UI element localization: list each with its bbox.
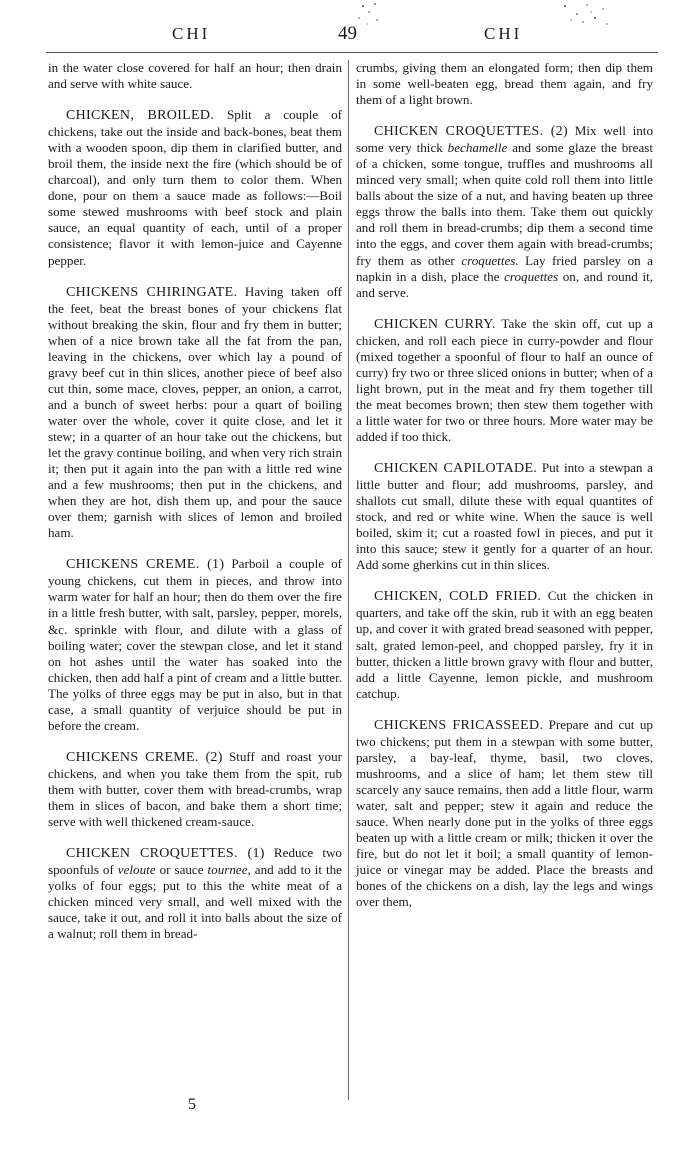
recipe-text: Mix well into some very thick bbox=[356, 123, 653, 156]
page-number: 49 bbox=[338, 23, 357, 44]
recipe-entry bbox=[356, 717, 653, 911]
recipe-heading: CHICKEN CURRY. bbox=[374, 316, 496, 332]
recipe-entry bbox=[356, 123, 653, 301]
header-rule bbox=[46, 52, 658, 53]
recipe-text: Having taken off the feet, beat the breast bones of your chickens flat without breaking the skin, flour and fry them in butter; when of a nice brown take all the fat from the pan, leaving in the chickens, over which lay a pound of gravy beef cut in thin slices, another piece of beef also cut thin, some mace, cloves, pepper, an onion, a carrot, and a bunch of sweet herbs: pour a quart of boiling water over the whole, cover it quite close, and let it stew; in a quarter of an hour take out the chickens, but let the gravy continue boiling, and when very rich strain it; then put it again into the pan with a little red wine and a few mushrooms; then put in the chickens, and when they are hot, dish them up, and pour the sauce over them; garnish with slices of lemon and broiled ham. bbox=[48, 283, 343, 541]
recipe-heading: CHICKENS CREME. (2) bbox=[66, 749, 223, 765]
recipe-text: and add to it the yolks of four eggs; put to this the white meat of a chicken minced very small, and well mixed with the sauce, take it out, and roll it into balls about the size of a walnut; roll them in bread- bbox=[48, 862, 342, 942]
italic-term: croquettes. bbox=[461, 252, 519, 268]
recipe-text: and some glaze the breast of a chicken, some tongue, truffles and mushrooms all minced very small; when quite cold roll them into little balls about the size of a nut, and having beaten up three eggs throw the balls into them. Take them out quickly and roll them in bread-crumbs; dip them a second time into the eggs, and cover them again with bread-crumbs; fry them as other bbox=[356, 140, 654, 268]
recipe-entry bbox=[48, 749, 342, 830]
signature-mark: 5 bbox=[188, 1096, 196, 1113]
right-column bbox=[356, 60, 653, 925]
recipe-heading: CHICKENS FRICASSEED. bbox=[374, 717, 544, 733]
recipe-heading: CHICKENS CREME. (1) bbox=[66, 557, 225, 573]
column-divider bbox=[348, 60, 349, 1100]
recipe-text: Prepare and cut up two chickens; put them in a stewpan with some butter, parsley, a bay-leaf, thyme, basil, two cloves, mushrooms, and a slice of ham; let them stew till scarcely any sauce remains, then add a little flour, warm water, salt and pepper; stew it again and reduce the sauce. When nearly done put in the yolks of three eggs beaten up with a little cream or milk; thicken it over the fire, but do not let it boil; a small quantity of lemon-juice or vinegar may be added. Place the breasts and bones of the chickens on a dish, lay the legs and wings over them, bbox=[356, 716, 653, 910]
recipe-heading: CHICKEN CROQUETTES. (1) bbox=[66, 846, 265, 862]
recipe-text: Cut the chicken in quarters, and take off the skin, rub it with an egg beaten up, and cover it with grated bread seasoned with pepper, salt, grated lemon-peel, and chopped parsley, fry it in butter, thicken a little brown gravy with flour and butter, add a little Cayenne, lemon pickle, and mushroom catchup. bbox=[356, 588, 654, 701]
recipe-heading: CHICKEN, COLD FRIED. bbox=[374, 589, 542, 605]
italic-term: tournee, bbox=[207, 862, 251, 878]
italic-term: veloute bbox=[117, 862, 156, 878]
recipe-text: Parboil a couple of young chickens, cut them in pieces, and throw into warm water for half an hour; then do them over the fire in a little fresh butter, with salt, parsley, pepper, morels, &c. sprinkle with flour, and dilute with a glass of boiling water; cover the stewpan close, and let it stand on hot ashes until the water has soaked into the chicken, then add half a pint of cream and a little butter. The yolks of three eggs may be put in also, but in that case, a small quantity of verjuice should be put in before the cream. bbox=[48, 556, 342, 733]
recipe-entry bbox=[48, 556, 342, 734]
recipe-entry bbox=[48, 107, 342, 268]
recipe-entry bbox=[356, 316, 653, 445]
left-column bbox=[48, 60, 342, 957]
recipe-heading: CHICKEN, BROILED. bbox=[66, 108, 215, 124]
recipe-entry bbox=[48, 284, 342, 542]
continued-text bbox=[356, 60, 653, 108]
recipe-entry bbox=[48, 845, 342, 942]
header-left-guide: CHI bbox=[172, 24, 211, 43]
recipe-text: Split a couple of chickens, take out the inside and back-bones, beat them with a wooden spoon, dip them in clarified butter, and broil them, the inside next the fire (which should be of charcoal), and only turn them to color them. When done, pour on them a sauce made as follows:—Boil some stewed mushrooms with beef stock and plain sauce, an equal quantity of each, until of a proper consistence; flavor it with lemon-juice and Cayenne pepper. bbox=[48, 107, 342, 268]
recipe-text: Reduce two spoonfuls of bbox=[48, 845, 342, 878]
recipe-text: crumbs, giving them an elongated form; then dip them in some well-beaten egg, bread them again, and fry them of a light brown. bbox=[356, 60, 653, 108]
italic-term: croquettes bbox=[504, 268, 559, 284]
italic-term: bechamelle bbox=[447, 140, 508, 156]
recipe-heading: CHICKEN CROQUETTES. (2) bbox=[374, 124, 568, 140]
continued-text bbox=[48, 60, 342, 92]
recipe-text: Stuff and roast your chickens, and when you take them from the spit, rub them with butter, cover them with bread-crumbs, wrap them in slices of bacon, and bake them a short time; serve with well thickened cream-sauce. bbox=[48, 748, 342, 830]
recipe-text: Take the skin off, cut up a chicken, and roll each piece in curry-powder and flour (mixed together a spoonful of flour to half an ounce of curry) fry two or three sliced onions in butter; when of a light brown, put in the meat and fry them together till the meat becomes brown; then stew them together with a little water for two or three hours. More water may be added if too thick. bbox=[356, 315, 653, 444]
recipe-heading: CHICKENS CHIRINGATE. bbox=[66, 284, 238, 300]
recipe-text: Put into a stewpan a little butter and flour; add mushrooms, parsley, and shallots cut small, dilute these with equal quantites of stock, and red or white wine. When the sauce is well boiled, skim it; cut a roasted fowl in pieces, and put it into this sauce; stew it gently for a quarter of an hour. Add some gherkins cut in thin slices. bbox=[356, 460, 653, 573]
recipe-text: Lay fried parsley on a napkin in a dish, place the bbox=[356, 252, 653, 284]
recipe-text: or sauce bbox=[155, 862, 208, 878]
running-header bbox=[0, 24, 700, 50]
recipe-text: on, and round it, and serve. bbox=[356, 268, 653, 300]
recipe-text: in the water close covered for half an hour; then drain and serve with white sauce. bbox=[48, 60, 342, 92]
recipe-entry bbox=[356, 460, 653, 573]
recipe-heading: CHICKEN CAPILOTADE. bbox=[374, 461, 538, 477]
header-right-guide: CHI bbox=[484, 24, 523, 43]
recipe-entry bbox=[356, 588, 653, 701]
